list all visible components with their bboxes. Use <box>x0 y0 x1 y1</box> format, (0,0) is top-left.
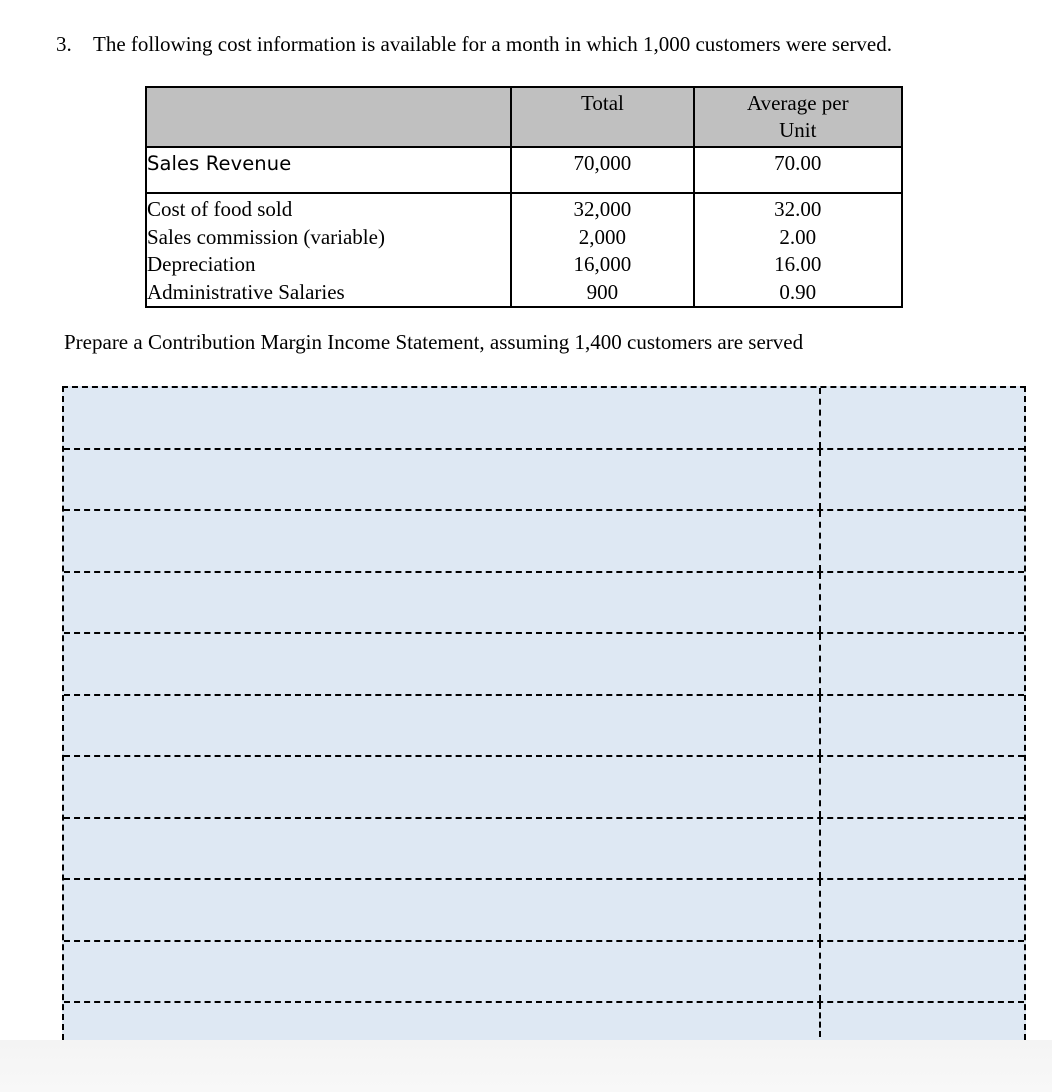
answer-description-cell[interactable] <box>64 757 821 817</box>
header-average-per-unit <box>694 87 902 147</box>
answer-description-cell[interactable] <box>64 511 821 571</box>
expense-totals <box>511 193 693 307</box>
expense-total: 2,000 <box>578 224 627 249</box>
expense-total: 900 <box>586 279 619 304</box>
answer-description-cell[interactable] <box>64 880 821 940</box>
answer-row <box>64 757 1024 819</box>
answer-amount-cell[interactable] <box>821 880 1024 940</box>
table-row-expenses <box>146 193 902 307</box>
instruction-text: Prepare a Contribution Margin Income Statement, assuming 1,400 customers are served <box>64 330 804 354</box>
answer-description-cell[interactable] <box>64 696 821 756</box>
answer-description-cell[interactable] <box>64 573 821 633</box>
revenue-label: Sales Revenue <box>146 147 511 193</box>
answer-amount-cell[interactable] <box>821 634 1024 694</box>
table-row-sales-revenue <box>146 147 902 193</box>
answer-amount-cell[interactable] <box>821 573 1024 633</box>
expense-label: Cost of food sold <box>147 197 293 221</box>
answer-amount-cell[interactable] <box>821 388 1024 448</box>
answer-amount-cell[interactable] <box>821 942 1024 1002</box>
answer-row <box>64 388 1024 450</box>
answer-amount-cell[interactable] <box>821 757 1024 817</box>
header-label-cell <box>146 87 511 147</box>
expense-average: 2.00 <box>779 224 817 249</box>
question-number: 3. <box>56 32 72 56</box>
answer-description-cell[interactable] <box>64 450 821 510</box>
header-average-line2: Unit <box>779 118 817 142</box>
revenue-average: 70.00 <box>694 147 902 193</box>
expense-label: Sales commission (variable) <box>147 224 385 249</box>
question-text <box>56 32 892 57</box>
answer-description-cell[interactable] <box>64 388 821 448</box>
answer-amount-cell[interactable] <box>821 450 1024 510</box>
expense-label: Administrative Salaries <box>147 279 345 304</box>
table-header-row <box>146 87 902 147</box>
expense-averages <box>694 193 902 307</box>
answer-description-cell[interactable] <box>64 819 821 879</box>
answer-row <box>64 696 1024 758</box>
expense-average: 16.00 <box>774 252 822 276</box>
answer-row <box>64 880 1024 942</box>
expense-average: 32.00 <box>774 197 822 221</box>
answer-row <box>64 450 1024 512</box>
expense-labels <box>146 193 511 307</box>
question-body: The following cost information is available for a month in which 1,000 customers were served. <box>93 32 892 56</box>
answer-row <box>64 573 1024 635</box>
answer-grid <box>62 386 1026 1040</box>
expense-label: Depreciation <box>147 252 256 276</box>
answer-amount-cell[interactable] <box>821 819 1024 879</box>
cost-information-table <box>145 86 903 308</box>
revenue-total: 70,000 <box>511 147 693 193</box>
answer-amount-cell[interactable] <box>821 511 1024 571</box>
expense-total: 32,000 <box>573 197 632 221</box>
answer-row <box>64 942 1024 1004</box>
answer-row <box>64 634 1024 696</box>
header-total: Total <box>511 87 693 147</box>
header-average-line1: Average per <box>746 91 849 115</box>
answer-row <box>64 819 1024 881</box>
answer-description-cell[interactable] <box>64 942 821 1002</box>
expense-total: 16,000 <box>573 252 632 276</box>
answer-description-cell[interactable] <box>64 634 821 694</box>
page-bottom-edge <box>0 1040 1052 1092</box>
answer-row <box>64 511 1024 573</box>
answer-amount-cell[interactable] <box>821 696 1024 756</box>
expense-average: 0.90 <box>779 279 817 304</box>
